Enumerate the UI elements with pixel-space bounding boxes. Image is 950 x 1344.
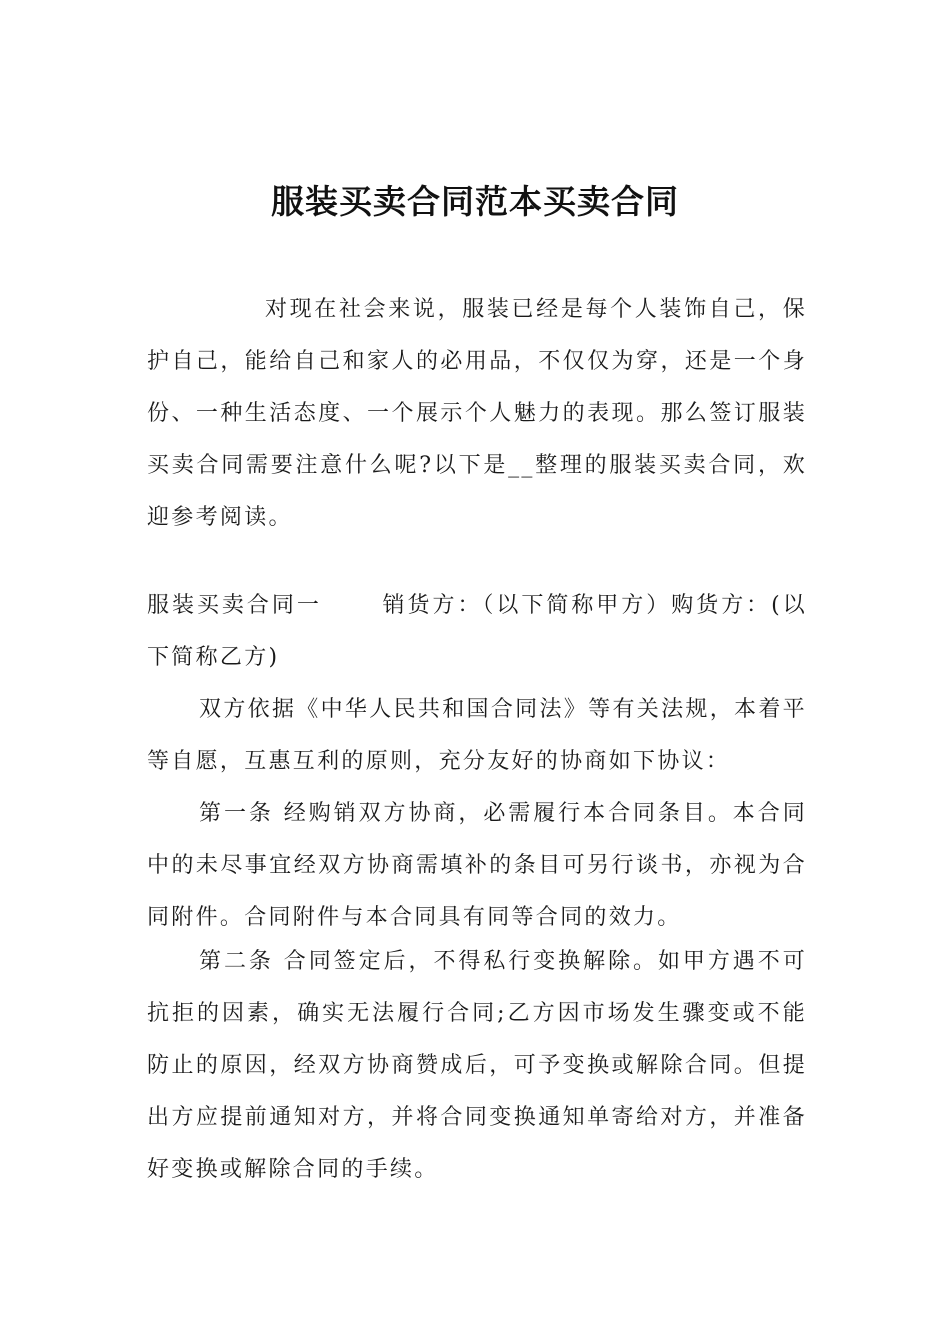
basis-paragraph: 双方依据《中华人民共和国合同法》等有关法规，本着平等自愿，互惠互利的原则，充分友好的协商如下协议： xyxy=(147,697,807,774)
intro-paragraph: 对现在社会来说，服装已经是每个人装饰自己，保护自己，能给自己和家人的必用品，不仅仅为穿，还是一个身份、一种生活态度、一个展示个人魅力的表现。那么签订服装买卖合同需要注意什么呢?以下是__整理的服装买卖合同，欢迎参考阅读。 xyxy=(147,297,807,530)
parties-text: 销货方：（以下简称甲方）购货方：(以下简称乙方) xyxy=(147,593,808,670)
article-2-paragraph: 第二条 合同签定后，不得私行变换解除。如甲方遇不可抗拒的因素，确实无法履行合同;乙方因市场发生骤变或不能防止的原因，经双方协商赞成后，可予变换或解除合同。但提出方应提前通知对方，并将合同变换通知单寄给对方，并准备好变换或解除合同的手续。 xyxy=(147,949,807,1182)
contract-parties-paragraph xyxy=(147,580,807,684)
document-title: 服装买卖合同范本买卖合同 xyxy=(271,182,679,222)
contract-heading: 服装买卖合同一 xyxy=(147,593,322,618)
article-1-paragraph: 第一条 经购销双方协商，必需履行本合同条目。本合同中的未尽事宜经双方协商需填补的条目可另行谈书，亦视为合同附件。合同附件与本合同具有同等合同的效力。 xyxy=(147,801,807,930)
